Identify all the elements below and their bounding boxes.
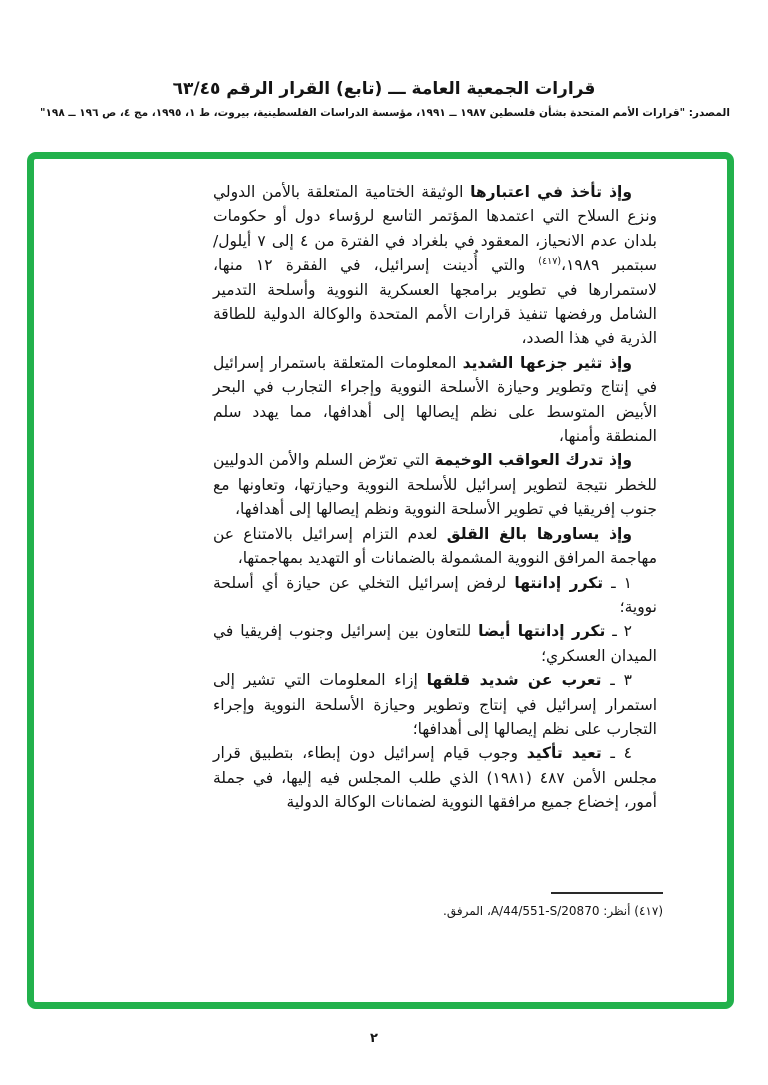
paragraph-number: ٢ ـ [605,622,632,641]
operative-paragraph [213,571,657,620]
paragraph-lead: تكرر إدانتها [514,573,604,592]
paragraph-lead: تكرر إدانتها أيضا [478,622,606,641]
paragraph-lead: تعيد تأكيد [526,744,602,763]
footnote-separator-line [551,892,663,894]
footnote-suffix: ، المرفق. [443,904,491,918]
operative-paragraph [213,619,657,668]
paragraph-text: الوثيقة الختامية المتعلقة بالأمن الدولي ونزع السلاح التي اعتمدها المؤتمر التاسع لرؤساء دول أو حكومات بلدان عدم الانحياز، المعقود في بلغراد في الفترة من ٤ إلى ٧ أيلول/سبتمبر ١٩٨٩، [213,183,657,275]
paragraph-text: المعلومات المتعلقة باستمرار إسرائيل في إنتاج وتطوير وحيازة الأسلحة النووية وإجراء التجارب في البحر الأبيض المتوسط على نظم إيصالها إلى أهدافها، مما يهدد سلم المنطقة وأمنها، [213,353,657,446]
paragraph-text: للتعاون بين إسرائيل وجنوب إفريقيا في الميدان العسكري؛ [213,622,657,665]
paragraph-text: وجوب قيام إسرائيل دون إبطاء، بتطبيق قرار مجلس الأمن ٤٨٧ (١٩٨١) الذي طلب المجلس فيه إليها، في جملة أمور، إخضاع جميع مرافقها النووية لضمانات الوكالة الدولية [213,744,657,812]
preambular-paragraph [213,522,657,571]
paragraph-lead: وإذ تثير جزعها الشديد [462,353,633,372]
footnote [343,892,663,918]
paragraph-lead: وإذ تأخذ في اعتبارها [470,183,632,201]
paragraph-text: إزاء المعلومات التي تشير إلى استمرار إسرائيل في إنتاج وتطوير وحيازة الأسلحة النووية وإجراء التجارب على نظم إيصالها إلى أهدافها؛ [213,671,657,738]
preambular-paragraph [213,448,657,521]
preambular-paragraph [213,351,657,449]
paragraph-lead: وإذ يساورها بالغ القلق [446,524,632,543]
paragraph-number: ١ ـ [603,573,632,592]
preambular-paragraph [213,180,657,351]
paragraph-text: لرفض إسرائيل التخلي عن حيازة أي أسلحة نووية؛ [213,573,657,616]
page-number: ٢ [370,1031,378,1046]
paragraph-lead: وإذ تدرك العواقب الوخيمة [434,451,633,470]
footnote-reference: (٤١٧) [538,256,562,268]
paragraph-text: التي تعرّض السلم والأمن الدوليين للخطر نتيجة لتطوير إسرائيل للأسلحة النووية وحيازتها، وتعاونها مع جنوب إفريقيا في تطوير الأسلحة النووية ونظم إيصالها إلى أهدافها، [213,451,657,519]
paragraph-text: لعدم التزام إسرائيل بالامتناع عن مهاجمة المرافق النووية المشمولة بالضمانات أو التهديد بمهاجمتها، [213,524,657,568]
footnote-text [343,904,663,918]
operative-paragraph [213,668,657,741]
footnote-document-symbol: A/44/551-S/20870 [490,904,600,918]
resolution-body [213,180,657,815]
operative-paragraph [213,741,657,814]
annotation-rectangle [27,152,734,1009]
paragraph-lead: تعرب عن شديد قلقها [426,671,602,690]
source-citation: المصدر: "قرارات الأمم المتحدة بشأن فلسطين ١٩٨٧ ــ ١٩٩١، مؤسسة الدراسات الفلسطينية، بيروت، ط ١، ١٩٩٥، مج ٤، ص ١٩٦ ــ ١٩٨" [40,107,730,119]
paragraph-text: والتي أُدينت إسرائيل، في الفقرة ١٢ منها، لاستمرارها في تطوير برامجها العسكرية النووية وأسلحة التدمير الشامل ورفضها تنفيذ قرارات الأمم المتحدة والوكالة الدولية للطاقة الذرية في هذا الصدد، [213,256,657,348]
page-title: قرارات الجمعية العامة ـــ (تابع) القرار الرقم ٦٣/٤٥ [172,79,596,99]
paragraph-number: ٣ ـ [601,671,632,690]
paragraph-number: ٤ ـ [601,744,632,763]
footnote-label: (٤١٧) أنظر: [599,904,663,918]
